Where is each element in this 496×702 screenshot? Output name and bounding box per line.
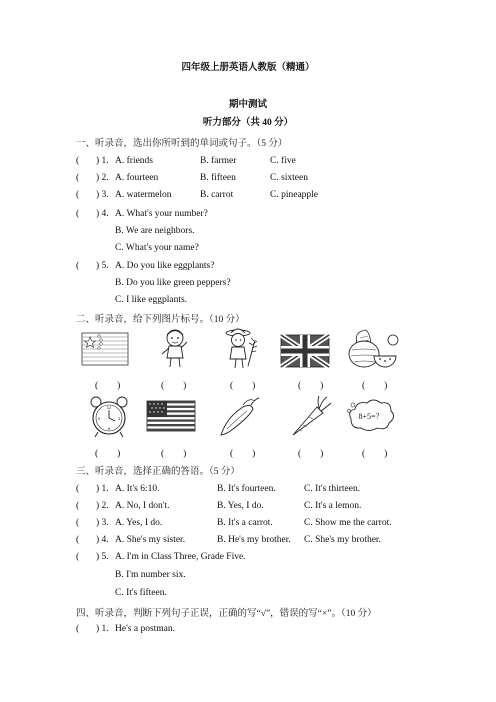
svg-text:3: 3 (117, 416, 121, 421)
option-a: A. It's 6:10. (115, 484, 160, 494)
picture-answer-blank: ( ) (230, 381, 256, 391)
option-a: A. Yes, I do. (115, 518, 163, 528)
option-b: B. We are neighbors. (115, 226, 195, 236)
farmer-icon (215, 326, 265, 370)
picture-answer-blank: ( ) (362, 449, 388, 459)
picture-answer-blank: ( ) (230, 449, 256, 459)
item-number: ) 1. (96, 624, 109, 634)
section2-heading: 二、听录音，给下列图片标号。（10 分） (76, 315, 245, 325)
option-c: C. I like eggplants. (115, 295, 188, 305)
option-b: B. It's fourteen. (217, 484, 276, 494)
exam-subtitle: 期中测试 (228, 100, 267, 110)
answer-paren: ( (76, 484, 80, 494)
us-flag-picture (146, 400, 196, 432)
option-a: A. What's your number? (115, 209, 208, 219)
option-b: B. fifteen (200, 173, 236, 183)
answer-paren: ( (76, 501, 80, 511)
math-sum-text: 8+5=？ (358, 412, 384, 421)
option-a: A. Do you like eggplants? (115, 261, 215, 271)
picture-answer-blank: ( ) (298, 381, 324, 391)
item-number: ) 3. (96, 518, 109, 528)
boy-icon (150, 326, 200, 370)
option-c: C. It's fifteen. (115, 588, 167, 598)
answer-paren: ( (76, 552, 80, 562)
farmer-figure-picture (215, 326, 265, 370)
answer-paren: ( (76, 190, 80, 200)
option-c: C. Show me the carrot. (304, 518, 392, 528)
picture-answer-blank: ( ) (161, 381, 187, 391)
option-c: C. five (270, 156, 296, 166)
carrot-icon (283, 395, 333, 439)
option-a: A. friends (115, 156, 153, 166)
option-b: B. It's a carrot. (217, 518, 273, 528)
pepper-picture (213, 395, 263, 439)
china-flag-picture (80, 330, 130, 368)
option-a: A. I'm in Class Three, Grade Five. (115, 552, 246, 562)
part-title: 听力部分（共 40 分） (202, 118, 294, 128)
picture-answer-blank: ( ) (362, 381, 388, 391)
answer-paren: ( (76, 156, 80, 166)
picture-answer-blank: ( ) (95, 381, 121, 391)
answer-paren: ( (76, 518, 80, 528)
svg-text:12: 12 (106, 405, 112, 410)
item-number: ) 4. (96, 535, 109, 545)
option-c: C. pineapple (270, 190, 319, 200)
option-b: B. carrot (200, 190, 234, 200)
item-number: ) 5. (96, 261, 109, 271)
option-b: B. farmer (200, 156, 237, 166)
option-c: C. It's a lemon. (304, 501, 362, 511)
carrot-picture (283, 395, 333, 439)
section4-heading: 四、听录音，判断下列句子正误，正确的写“√”，错误的写“×”。（10 分） (76, 609, 377, 619)
option-a: A. watermelon (115, 190, 172, 200)
picture-answer-blank: ( ) (161, 449, 187, 459)
answer-paren: ( (76, 209, 80, 219)
item-number: ) 5. (96, 552, 109, 562)
picture-answer-blank: ( ) (298, 449, 324, 459)
statement-text: He's a postman. (115, 624, 176, 634)
option-b: B. Do you like green peppers? (115, 278, 231, 288)
math-sum-picture (343, 397, 399, 437)
alarm-clock-icon (86, 395, 132, 439)
option-a: A. She's my sister. (115, 535, 186, 545)
boy-figure-picture (150, 326, 200, 370)
option-c: C. She's my brother. (304, 535, 381, 545)
option-c: C. sixteen (270, 173, 308, 183)
item-number: ) 2. (96, 173, 109, 183)
alarm-clock-picture (86, 395, 132, 439)
item-number: ) 2. (96, 501, 109, 511)
pepper-icon (213, 395, 263, 439)
uk-flag-icon (280, 332, 330, 370)
option-b: B. I'm number six. (115, 570, 186, 580)
fruits-icon (344, 326, 400, 370)
option-a: A. No, I don't. (115, 501, 170, 511)
section1-heading: 一、听录音，选出你所听到的单词或句子。（5 分） (76, 139, 288, 149)
china-flag-icon (80, 330, 130, 368)
picture-answer-blank: ( ) (95, 449, 121, 459)
uk-flag-picture (280, 332, 330, 370)
answer-paren: ( (76, 261, 80, 271)
option-c: C. What's your name? (115, 243, 199, 253)
answer-paren: ( (76, 173, 80, 183)
answer-paren: ( (76, 624, 80, 634)
option-b: B. He's my brother. (217, 535, 291, 545)
us-flag-icon (146, 400, 196, 432)
item-number: ) 3. (96, 190, 109, 200)
answer-paren: ( (76, 535, 80, 545)
svg-text:6: 6 (107, 426, 111, 431)
option-a: A. fourteen (115, 173, 159, 183)
document-title: 四年级上册英语人教版（精通） (181, 63, 315, 73)
option-c: C. It's thirteen. (304, 484, 361, 494)
item-number: ) 1. (96, 156, 109, 166)
item-number: ) 4. (96, 209, 109, 219)
fruits-picture (344, 326, 400, 370)
option-b: B. Yes, I do. (217, 501, 264, 511)
math-cloud-icon (343, 397, 399, 437)
section3-heading: 三、听录音，选择正确的答语。（5 分） (76, 467, 240, 477)
svg-text:9: 9 (97, 416, 101, 421)
item-number: ) 1. (96, 484, 109, 494)
